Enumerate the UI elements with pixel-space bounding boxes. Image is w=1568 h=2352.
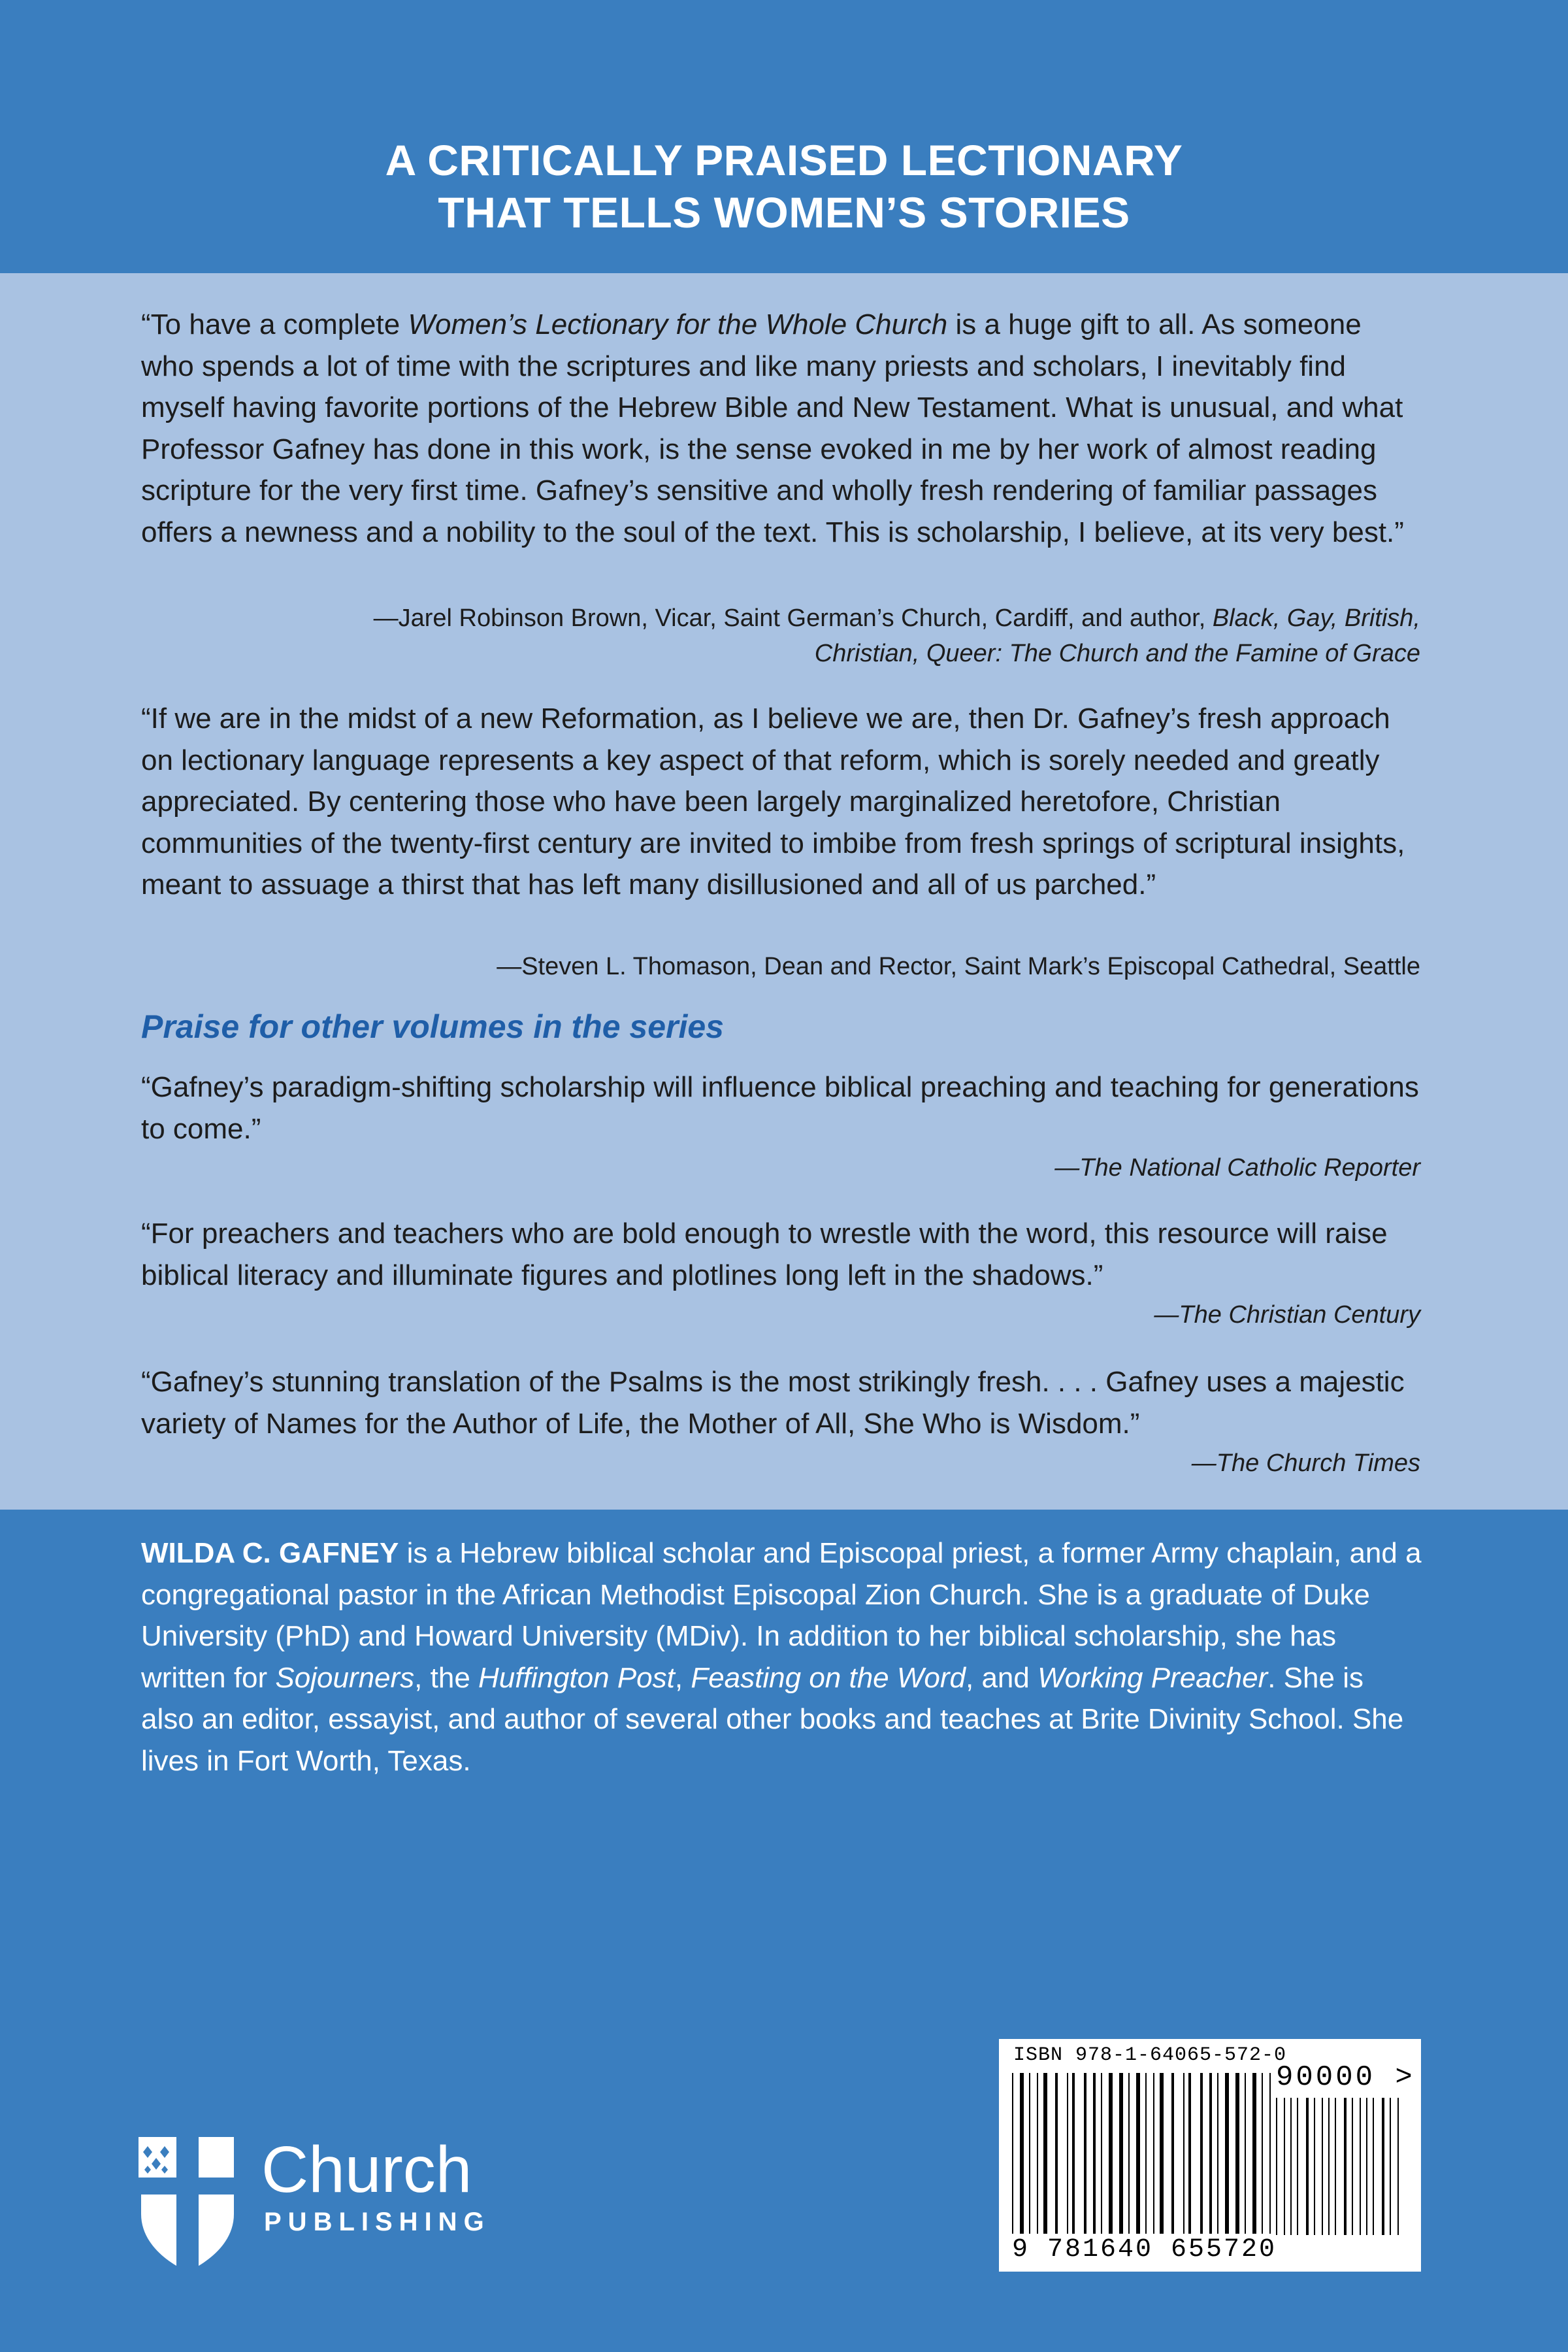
series-quote-2-attribution: —The Christian Century — [1154, 1301, 1420, 1329]
barcode-bar — [1020, 2073, 1024, 2234]
author-bio: WILDA C. GAFNEY is a Hebrew biblical scholar and Episcopal priest, a former Army chaplain, and a congregational pastor in the African Methodist Episcopal Zion Church. She is a graduate of Duke University (PhD) and Howard University (MDiv). In addition to her biblical scholarship, she has written for Sojourners, the Huffington Post, Feasting on the Word, and Working Preacher. She is also an editor, essayist, and author of several other books and teaches at Brite Divinity School. She lives in Fort Worth, Texas. — [141, 1537, 1422, 1777]
headline-line-1: A CRITICALLY PRAISED LECTIONARY — [385, 136, 1183, 184]
shield-cross-icon — [139, 2137, 237, 2274]
barcode-bar — [1328, 2098, 1330, 2235]
barcode-bar — [1188, 2073, 1191, 2234]
publisher-subtitle: PUBLISHING — [264, 2208, 491, 2236]
barcode-bar — [1225, 2073, 1229, 2234]
barcode-bar — [1284, 2098, 1285, 2235]
barcode-bar — [1043, 2073, 1047, 2234]
barcode-bar — [1252, 2073, 1256, 2234]
barcode-bar — [1136, 2073, 1140, 2234]
barcode-bar — [1397, 2098, 1399, 2235]
barcode-bar — [1366, 2098, 1367, 2235]
ean-digits: 9 781640 655720 — [1012, 2235, 1277, 2264]
publication-working-preacher: Working Preacher — [1037, 1661, 1268, 1694]
isbn-text: ISBN 978-1-64065-572-0 — [1013, 2044, 1287, 2066]
publication-feasting-on-the-word: Feasting on the Word — [691, 1661, 966, 1694]
quote-1-text-start: “To have a complete — [141, 308, 408, 340]
barcode-bar — [1171, 2073, 1174, 2234]
barcode-bar — [1314, 2098, 1315, 2235]
series-quote-1: “Gafney’s paradigm-shifting scholarship will influence biblical preaching and teaching for generations to come.” — [141, 1071, 1419, 1145]
barcode-bar — [1072, 2073, 1075, 2234]
barcode-bar — [1037, 2073, 1038, 2234]
barcode-bar — [1276, 2098, 1277, 2235]
barcode-bar — [1352, 2098, 1353, 2235]
headline — [0, 134, 1568, 239]
headline-line-2: THAT TELLS WOMEN’S STORIES — [438, 188, 1130, 237]
barcode-bar — [1290, 2098, 1292, 2235]
barcode-bar — [1235, 2073, 1239, 2234]
barcode-bar — [1119, 2073, 1123, 2234]
barcode-bar — [1390, 2098, 1391, 2235]
barcode-bar — [1055, 2073, 1058, 2234]
quote-2-attribution: —Steven L. Thomason, Dean and Rector, Saint Mark’s Episcopal Cathedral, Seattle — [497, 953, 1420, 980]
barcode-bar — [1160, 2073, 1164, 2234]
barcode-bar — [1360, 2098, 1361, 2235]
addon-barcode-bars — [1276, 2098, 1407, 2261]
series-quote-3: “Gafney’s stunning translation of the Psalms is the most strikingly fresh. . . . Gafney uses a majestic variety of Names for the Author of Life, the Mother of All, She Who is Wisdom.” — [141, 1366, 1405, 1440]
quote-1-text-rest: is a huge gift to all. As someone who spends a lot of time with the scriptures and like many priests and scholars, I inevitably find myself having favorite portions of the Hebrew Bible and New Testament. What is unusual, and what Professor Gafney has done in this work, is the sense evoked in me by her work of almost reading scripture for the very first time. Gafney’s sensitive and wholly fresh rendering of familiar passages offers a newness and a nobility to the soul of the text. This is scholarship, I believe, at its very best.” — [141, 308, 1404, 548]
publisher-name: Church — [261, 2133, 472, 2206]
quote-1-attribution-book-1: Black, Gay, British, — [1212, 605, 1420, 632]
series-praise-title: Praise for other volumes in the series — [141, 1008, 724, 1045]
barcode-bar — [1029, 2073, 1030, 2234]
barcode-bar — [1145, 2073, 1147, 2234]
price-addon-digits: 90000 > — [1276, 2061, 1415, 2094]
quote-1-attribution-author: —Jarel Robinson Brown, Vicar, Saint German’s Church, Cardiff, and author, — [373, 605, 1213, 632]
quote-1-attribution — [141, 601, 1420, 671]
barcode-bar — [1217, 2073, 1218, 2234]
barcode-bar — [1101, 2073, 1102, 2234]
author-name: WILDA C. GAFNEY — [141, 1537, 399, 1569]
barcode-bar — [1373, 2098, 1374, 2235]
barcode-bar — [1344, 2098, 1347, 2235]
barcode-bar — [1382, 2098, 1384, 2235]
ean-barcode-bars — [1012, 2073, 1273, 2236]
barcode-bar — [1245, 2073, 1246, 2234]
barcode-bar — [1084, 2073, 1086, 2234]
barcode-bar — [1297, 2098, 1298, 2235]
barcode-bar — [1067, 2073, 1068, 2234]
publication-huffington-post: Huffington Post — [478, 1661, 675, 1694]
series-quote-3-attribution: —The Church Times — [1191, 1449, 1420, 1477]
barcode-bar — [1269, 2073, 1271, 2234]
quote-1-attribution-book-2: Christian, Queer: The Church and the Famine of Grace — [814, 640, 1420, 667]
quote-2: “If we are in the midst of a new Reformation, as I believe we are, then Dr. Gafney’s fresh approach on lectionary language represents a key aspect of that reform, which is sorely needed and greatly appreciated. By centering those who have been largely marginalized heretofore, Christian communities of the twenty-first century are invited to imbibe from fresh springs of scriptural insights, meant to assuage a thirst that has left many disillusioned and all of us parched.” — [141, 703, 1405, 901]
quote-1-book-title: Women’s Lectionary for the Whole Church — [408, 308, 948, 340]
series-quote-1-attribution: —The National Catholic Reporter — [1054, 1154, 1420, 1182]
series-quote-2: “For preachers and teachers who are bold enough to wrestle with the word, this resource will raise biblical literacy and illuminate figures and plotlines long left in the shadows.” — [141, 1217, 1388, 1291]
barcode-bar — [1153, 2073, 1154, 2234]
barcode-bar — [1322, 2098, 1323, 2235]
publisher-logo — [139, 2133, 531, 2274]
isbn-barcode — [999, 2039, 1421, 2272]
barcode-bar — [1209, 2073, 1212, 2234]
barcode-bar — [1109, 2073, 1113, 2234]
publication-sojourners: Sojourners — [275, 1661, 415, 1694]
barcode-bar — [1183, 2073, 1184, 2234]
barcode-bar — [1335, 2098, 1336, 2235]
barcode-bar — [1306, 2098, 1309, 2235]
barcode-bar — [1012, 2073, 1013, 2234]
barcode-bar — [1128, 2073, 1130, 2234]
barcode-bar — [1262, 2073, 1263, 2234]
barcode-bar — [1093, 2073, 1096, 2234]
barcode-bar — [1200, 2073, 1203, 2234]
quote-1 — [141, 304, 1422, 553]
